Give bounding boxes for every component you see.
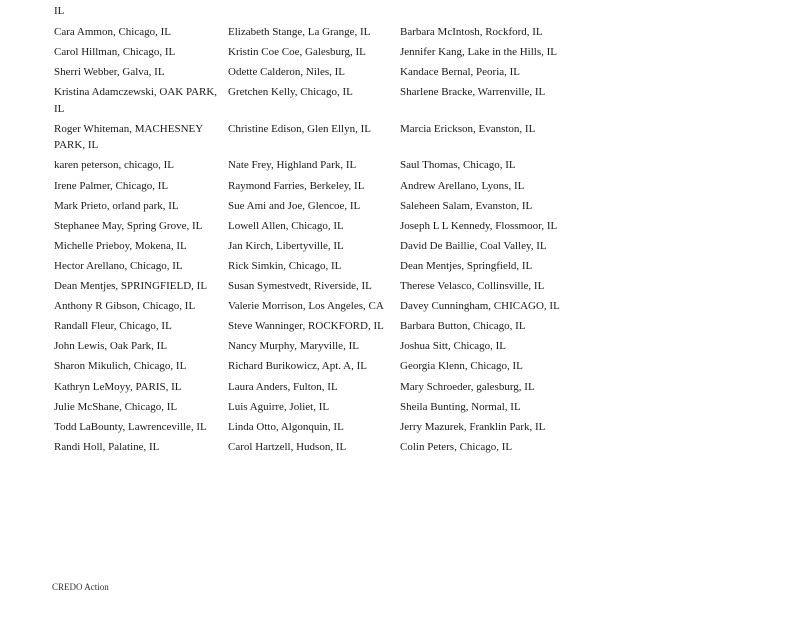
signer-entry: Elizabeth Stange, La Grange, IL — [228, 26, 371, 38]
signer-entry: Odette Calderon, Niles, IL — [228, 66, 345, 79]
signer-entry: Sue Ami and Joe, Glencoe, IL — [228, 199, 361, 212]
continued-entry-fragment: IL — [54, 5, 65, 17]
signer-entry: Randi Holl, Palatine, IL — [54, 440, 160, 453]
signer-entry: Marcia Erickson, Evanston, IL — [400, 122, 536, 135]
signer-entry: Anthony R Gibson, Chicago, IL — [54, 300, 196, 313]
signer-entry: Cara Ammon, Chicago, IL — [54, 26, 172, 38]
table-row — [50, 218, 570, 238]
signer-entry: Saleheen Salam, Evanston, IL — [400, 199, 533, 212]
signer-entry: Christine Edison, Glen Ellyn, IL — [228, 122, 371, 135]
signer-entry: Joshua Sitt, Chicago, IL — [400, 340, 507, 353]
signer-entry: Sheila Bunting, Normal, IL — [400, 400, 521, 413]
signer-entry: Dean Mentjes, Springfield, IL — [400, 259, 533, 272]
signer-entry: Therese Velasco, Collinsville, IL — [400, 280, 545, 293]
signer-entry: David De Baillie, Coal Valley, IL — [400, 239, 547, 252]
signer-entry: Hector Arellano, Chicago, IL — [54, 259, 183, 272]
signer-entry: Colin Peters, Chicago, IL — [400, 440, 513, 453]
signer-entry: Todd LaBounty, Lawrenceville, IL — [54, 420, 207, 433]
table-row — [50, 64, 570, 84]
table-row — [50, 121, 570, 158]
table-row — [50, 157, 570, 177]
signer-entry: Barbara Button, Chicago, IL — [400, 320, 526, 333]
signer-entry: Mark Prieto, orland park, IL — [54, 199, 179, 212]
signer-entry: Carol Hartzell, Hudson, IL — [228, 440, 347, 453]
signer-entry: Sharon Mikulich, Chicago, IL — [54, 360, 187, 373]
table-row — [50, 318, 570, 338]
table-row — [50, 419, 570, 439]
signer-entry: Davey Cunningham, CHICAGO, IL — [400, 300, 560, 313]
table-row — [50, 358, 570, 378]
table-row — [50, 439, 570, 459]
signer-entry: Roger Whiteman, MACHESNEY PARK, IL — [54, 122, 203, 152]
signer-table — [50, 24, 570, 459]
signer-entry: Dean Mentjes, SPRINGFIELD, IL — [54, 280, 208, 293]
signer-entry: Andrew Arellano, Lyons, IL — [400, 179, 525, 192]
signer-entry: Sharlene Bracke, Warrenville, IL — [400, 86, 546, 99]
signer-entry: Jan Kirch, Libertyville, IL — [228, 239, 344, 252]
table-row — [50, 178, 570, 198]
signer-entry: Kristin Coe Coe, Galesburg, IL — [228, 46, 366, 59]
signer-entry: karen peterson, chicago, IL — [54, 159, 175, 172]
signer-entry: Valerie Morrison, Los Angeles, CA — [228, 300, 384, 313]
table-row — [50, 338, 570, 358]
signer-entry: Luis Aguirre, Joliet, IL — [228, 400, 330, 413]
signer-entry: Irene Palmer, Chicago, IL — [54, 179, 169, 192]
signer-entry: Nate Frey, Highland Park, IL — [228, 159, 357, 172]
table-row — [50, 298, 570, 318]
signer-entry: Joseph L L Kennedy, Flossmoor, IL — [400, 219, 558, 232]
signer-entry: Jerry Mazurek, Franklin Park, IL — [400, 420, 546, 433]
signer-entry: Kandace Bernal, Peoria, IL — [400, 66, 521, 79]
table-row — [50, 24, 570, 44]
signer-entry: Mary Schroeder, galesburg, IL — [400, 380, 535, 393]
signer-entry: Gretchen Kelly, Chicago, IL — [228, 86, 353, 99]
signer-entry: Raymond Farries, Berkeley, IL — [228, 179, 365, 192]
signer-entry: Linda Otto, Algonquin, IL — [228, 420, 344, 433]
signer-entry: Richard Burikowicz, Apt. A, IL — [228, 360, 368, 373]
table-row — [50, 84, 570, 121]
signer-entry: Lowell Allen, Chicago, IL — [228, 219, 344, 232]
signer-entry: Kathryn LeMoyy, PARIS, IL — [54, 380, 182, 393]
signer-entry: Rick Simkin, Chicago, IL — [228, 259, 342, 272]
signer-entry: Stephanee May, Spring Grove, IL — [54, 219, 203, 232]
signer-entry: Susan Symestvedt, Riverside, IL — [228, 280, 372, 293]
signer-table-body — [50, 24, 570, 459]
signer-entry: Michelle Prieboy, Mokena, IL — [54, 239, 187, 252]
signer-entry: Barbara McIntosh, Rockford, IL — [400, 26, 543, 38]
table-row — [50, 44, 570, 64]
signer-entry: Nancy Murphy, Maryville, IL — [228, 340, 359, 353]
signer-entry: Jennifer Kang, Lake in the Hills, IL — [400, 46, 558, 59]
table-row — [50, 379, 570, 399]
table-row — [50, 278, 570, 298]
signer-entry: John Lewis, Oak Park, IL — [54, 340, 168, 353]
signer-entry: Carol Hillman, Chicago, IL — [54, 46, 176, 59]
signer-entry: Georgia Klenn, Chicago, IL — [400, 360, 523, 373]
signer-entry: Randall Fleur, Chicago, IL — [54, 320, 172, 333]
signer-entry: Kristina Adamczewski, OAK PARK, IL — [54, 86, 218, 115]
table-row — [50, 238, 570, 258]
signer-entry: Steve Wanninger, ROCKFORD, IL — [228, 320, 384, 333]
signer-entry: Laura Anders, Fulton, IL — [228, 380, 338, 393]
table-row — [50, 258, 570, 278]
footer-organization: CREDO Action — [52, 582, 109, 592]
signer-entry: Saul Thomas, Chicago, IL — [400, 159, 516, 172]
table-row — [50, 399, 570, 419]
signer-entry: Julie McShane, Chicago, IL — [54, 400, 178, 413]
table-row — [50, 198, 570, 218]
signer-entry: Sherri Webber, Galva, IL — [54, 66, 165, 79]
